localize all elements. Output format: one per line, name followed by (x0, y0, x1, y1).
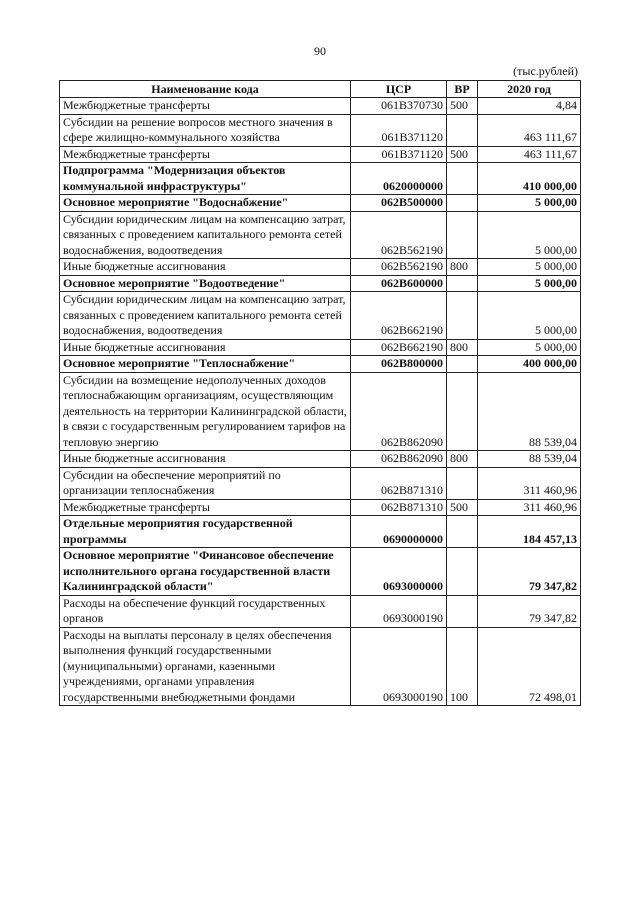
budget-table (59, 80, 581, 706)
cell-csr: 062В871310 (351, 499, 447, 516)
cell-amount: 311 460,96 (478, 467, 581, 499)
cell-amount: 184 457,13 (478, 516, 581, 548)
table-row (60, 114, 581, 146)
cell-vr: 800 (447, 339, 478, 356)
table-row (60, 372, 581, 451)
table-body (60, 98, 581, 706)
cell-vr: 800 (447, 259, 478, 276)
cell-amount: 400 000,00 (478, 356, 581, 373)
cell-csr: 0690000000 (351, 516, 447, 548)
cell-amount: 463 111,67 (478, 146, 581, 163)
table-row (60, 356, 581, 373)
unit-note: (тыс.рублей) (513, 64, 578, 78)
cell-csr: 061В371120 (351, 146, 447, 163)
cell-name: Межбюджетные трансферты (60, 98, 351, 115)
cell-name: Основное мероприятие "Теплоснабжение" (60, 356, 351, 373)
cell-name: Межбюджетные трансферты (60, 499, 351, 516)
table-row (60, 163, 581, 195)
cell-csr: 062В862090 (351, 451, 447, 468)
table-row (60, 451, 581, 468)
cell-amount: 88 539,04 (478, 372, 581, 451)
cell-amount: 463 111,67 (478, 114, 581, 146)
cell-name: Межбюджетные трансферты (60, 146, 351, 163)
table-row (60, 548, 581, 596)
cell-name: Иные бюджетные ассигнования (60, 339, 351, 356)
cell-name: Расходы на выплаты персоналу в целях обеспечения выполнения функций государственными (муниципальными) органами, казенными учреждениями, органами управления государственными внебюджетными фондами (60, 627, 351, 706)
cell-amount: 5 000,00 (478, 259, 581, 276)
cell-amount: 79 347,82 (478, 595, 581, 627)
table-row (60, 339, 581, 356)
cell-name: Субсидии юридическим лицам на компенсацию затрат, связанных с проведением капитального ремонта сетей водоснабжения, водоотведения (60, 211, 351, 259)
table-header-row (60, 81, 581, 98)
cell-csr: 062В662190 (351, 292, 447, 340)
cell-vr: 500 (447, 98, 478, 115)
cell-csr: 0693000000 (351, 548, 447, 596)
cell-amount: 410 000,00 (478, 163, 581, 195)
cell-vr (447, 292, 478, 340)
cell-name: Основное мероприятие "Финансовое обеспечение исполнительного органа государственной власти Калининградской области" (60, 548, 351, 596)
cell-amount: 79 347,82 (478, 548, 581, 596)
cell-name: Отдельные мероприятия государственной программы (60, 516, 351, 548)
cell-name: Субсидии на возмещение недополученных доходов теплоснабжающим организациям, осуществляющим деятельность на территории Калининградской области, в связи с государственным регулированием тарифов на тепловую энергию (60, 372, 351, 451)
cell-name: Субсидии юридическим лицам на компенсацию затрат, связанных с проведением капитального ремонта сетей водоснабжения, водоотведения (60, 292, 351, 340)
header-name: Наименование кода (60, 81, 351, 98)
cell-vr (447, 595, 478, 627)
cell-name: Основное мероприятие "Водоснабжение" (60, 195, 351, 212)
cell-vr (447, 372, 478, 451)
cell-csr: 062В800000 (351, 356, 447, 373)
cell-csr: 062В562190 (351, 211, 447, 259)
cell-vr (447, 195, 478, 212)
cell-vr (447, 467, 478, 499)
cell-csr: 062В662190 (351, 339, 447, 356)
cell-csr: 062В862090 (351, 372, 447, 451)
cell-name: Иные бюджетные ассигнования (60, 259, 351, 276)
cell-name: Основное мероприятие "Водоотведение" (60, 275, 351, 292)
cell-vr (447, 356, 478, 373)
header-amount: 2020 год (478, 81, 581, 98)
cell-amount: 5 000,00 (478, 292, 581, 340)
cell-amount: 4,84 (478, 98, 581, 115)
cell-name: Иные бюджетные ассигнования (60, 451, 351, 468)
cell-amount: 5 000,00 (478, 275, 581, 292)
cell-vr: 800 (447, 451, 478, 468)
cell-vr (447, 516, 478, 548)
table-row (60, 499, 581, 516)
table-row (60, 259, 581, 276)
table-row (60, 211, 581, 259)
cell-vr: 100 (447, 627, 478, 706)
cell-csr: 062В562190 (351, 259, 447, 276)
table-row (60, 98, 581, 115)
cell-csr: 062В600000 (351, 275, 447, 292)
table-row (60, 467, 581, 499)
table-row (60, 146, 581, 163)
cell-name: Субсидии на обеспечение мероприятий по организации теплоснабжения (60, 467, 351, 499)
cell-amount: 88 539,04 (478, 451, 581, 468)
cell-csr: 062В500000 (351, 195, 447, 212)
table-row (60, 275, 581, 292)
cell-csr: 0620000000 (351, 163, 447, 195)
header-vr: ВР (447, 81, 478, 98)
cell-vr (447, 211, 478, 259)
page-number: 90 (314, 44, 326, 58)
cell-amount: 311 460,96 (478, 499, 581, 516)
cell-vr (447, 548, 478, 596)
table-row (60, 516, 581, 548)
cell-amount: 5 000,00 (478, 211, 581, 259)
cell-vr (447, 114, 478, 146)
cell-vr (447, 163, 478, 195)
header-csr: ЦСР (351, 81, 447, 98)
table-row (60, 595, 581, 627)
cell-vr: 500 (447, 146, 478, 163)
cell-csr: 0693000190 (351, 627, 447, 706)
cell-vr (447, 275, 478, 292)
cell-amount: 72 498,01 (478, 627, 581, 706)
cell-csr: 061В371120 (351, 114, 447, 146)
cell-amount: 5 000,00 (478, 339, 581, 356)
cell-csr: 061В370730 (351, 98, 447, 115)
cell-vr: 500 (447, 499, 478, 516)
cell-name: Подпрограмма "Модернизация объектов коммунальной инфраструктуры" (60, 163, 351, 195)
cell-amount: 5 000,00 (478, 195, 581, 212)
cell-csr: 0693000190 (351, 595, 447, 627)
cell-name: Субсидии на решение вопросов местного значения в сфере жилищно-коммунального хозяйства (60, 114, 351, 146)
cell-name: Расходы на обеспечение функций государственных органов (60, 595, 351, 627)
table-row (60, 627, 581, 706)
table-row (60, 195, 581, 212)
cell-csr: 062В871310 (351, 467, 447, 499)
table-row (60, 292, 581, 340)
